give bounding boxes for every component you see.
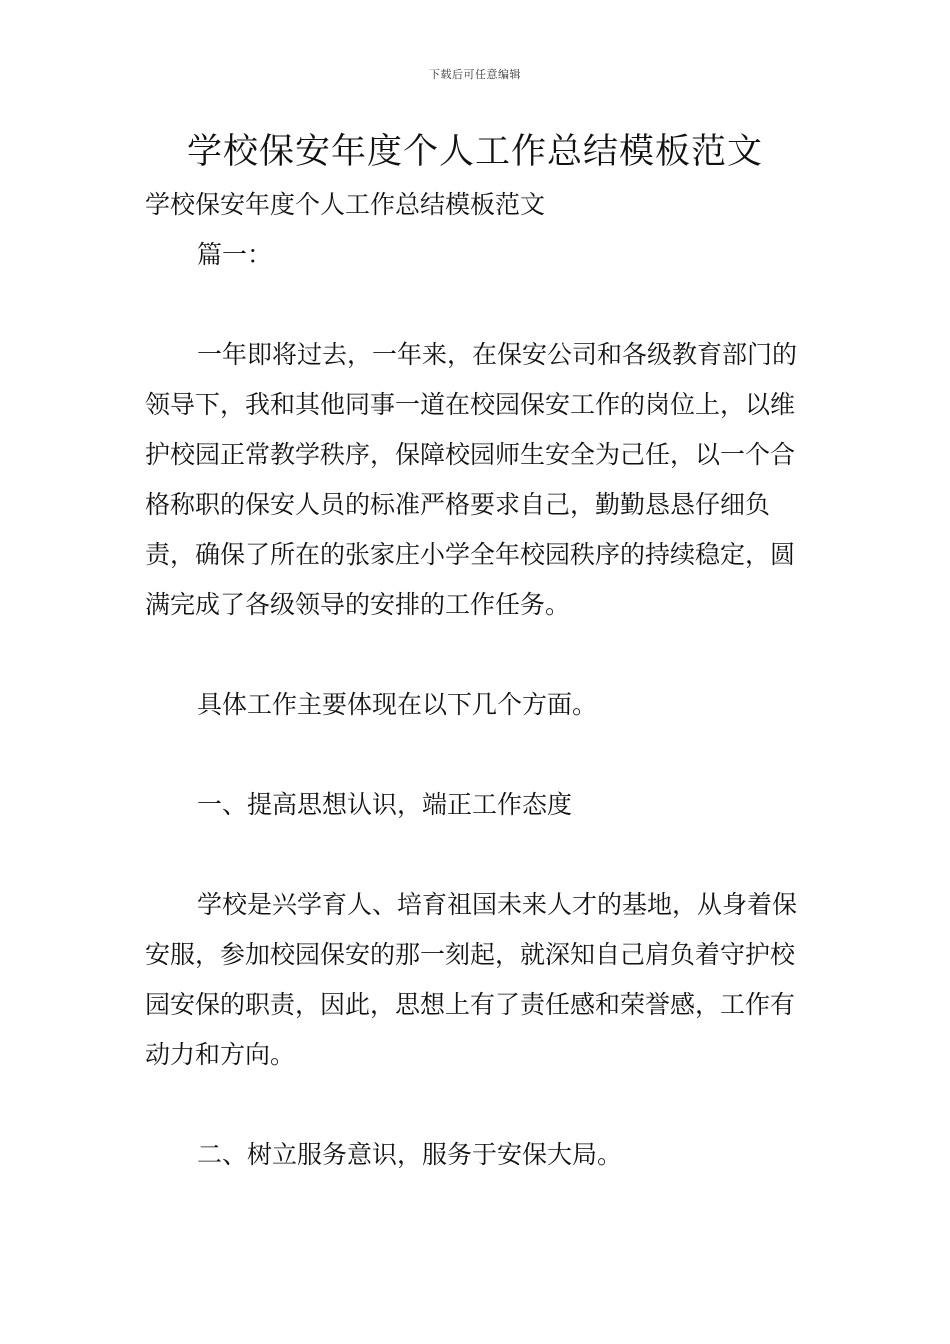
header-note: 下载后可任意编辑 xyxy=(429,68,521,81)
section-heading: 二、树立服务意识，服务于安保大局。 xyxy=(197,1140,623,1169)
document-title: 学校保安年度个人工作总结模板范文 xyxy=(186,132,763,172)
paragraph-spacer xyxy=(145,830,810,880)
paragraph: 具体工作主要体现在以下几个方面。 xyxy=(197,690,598,719)
paragraph: 一年即将过去，一年来，在保安公司和各级教育部门的领导下，我和其他同事一道在校园保安工作的岗位上，以维护校园正常教学秩序，保障校园师生安全为己任，以一个合格称职的保安人员的标准严格要求自己，勤勤恳恳仔细负责，确保了所在的张家庄小学全年校园秩序的持续稳定，圆满完成了各级领导的安排的工作任务。 xyxy=(145,340,798,619)
section-heading: 一、提高思想认识，端正工作态度 xyxy=(197,790,573,819)
paragraph: 学校是兴学育人、培育祖国未来人才的基地，从身着保安服，参加校园保安的那一刻起，就深知自己肩负着守护校园安保的职责，因此，思想上有了责任感和荣誉感，工作有动力和方向。 xyxy=(145,890,798,1069)
document-subtitle: 学校保安年度个人工作总结模板范文 xyxy=(145,190,546,219)
section-label: 篇一： xyxy=(197,240,273,269)
document-body xyxy=(145,180,810,1180)
paragraph-spacer xyxy=(145,630,810,680)
paragraph-spacer xyxy=(145,730,810,780)
paragraph-spacer xyxy=(145,280,810,330)
paragraph-spacer xyxy=(145,1080,810,1130)
